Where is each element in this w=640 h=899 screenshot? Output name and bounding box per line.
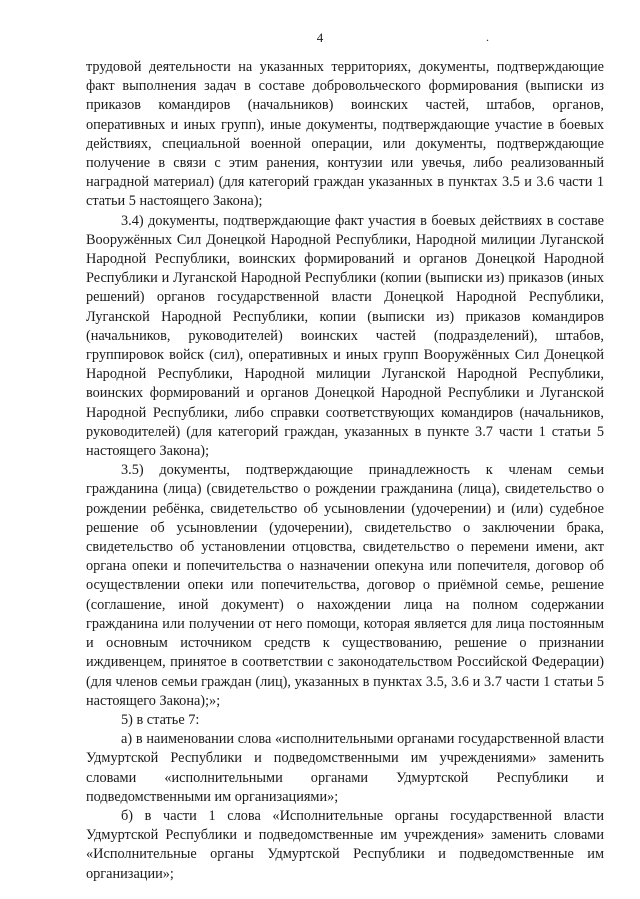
corner-mark: .	[486, 30, 489, 44]
paragraph-item-b: б) в части 1 слова «Исполнительные органы государственной власти Удмуртской Республики и подведомственные им учреждения» заменить словами «Исполнительные органы Удмуртской Республики и подведомственные им организации»;	[86, 807, 604, 882]
paragraph-item-a: а) в наименовании слова «исполнительными органами государственной власти Удмуртской Республики и подведомственными им учреждениями» заменить словами «исполнительными органами Удмуртской Республики и подведомственными им организациями»;	[86, 731, 604, 805]
paragraph-item-3-4: 3.4) документы, подтверждающие факт участия в боевых действиях в составе Вооружённых Сил Донецкой Народной Республики, Народной милиции Луганской Народной Республики, воинских формирований и органов Донецкой Народной Республики и Луганской Народной Республики (копии (выписки из) приказов (иных решений) органов государственной власти Донецкой Народной Республики, Луганской Народной Республики, копии (выписки из) приказов командиров (начальников, руководителей) воинских частей (подразделений), штабов, группировок войск (сил), оперативных и иных групп Вооружённых Сил Донецкой Народной Республики, Народной милиции Луганской Народной Республики, воинских формирований и органов Донецкой Народной Республики и Луганской Народной Республики, либо справки соответствующих командиров (начальников, руководителей) (для категорий граждан, указанных в пункте 3.7 части 1 статьи 5 настоящего Закона);	[86, 212, 604, 460]
page-number: 4	[316, 30, 324, 45]
paragraph-document-list-continuation: трудовой деятельности на указанных территориях, документы, подтверждающие факт выполнения задач в составе добровольческого формирования (выписки из приказов командиров (начальников) воинских частей, штабов, органов, оперативных и иных групп), иные документы, подтверждающие участие в боевых действиях, специальной военной операции, или документы, подтверждающие получение в связи с этим ранения, контузии или увечья, либо реализованный наградной материал) (для категорий граждан указанных в пунктах 3.5 и 3.6 части 1 статьи 5 настоящего Закона);	[86, 59, 604, 210]
document-body	[86, 58, 604, 884]
paragraph-item-3-5: 3.5) документы, подтверждающие принадлежность к членам семьи гражданина (лица) (свидетельство о рождении гражданина (лица), свидетельство о рождении ребёнка, свидетельство об усыновлении (удочерении) и (или) судебное решение об усыновлении (удочерении), свидетельство о заключении брака, свидетельство об установлении отцовства, свидетельство о перемени имени, акт органа опеки и попечительства о назначении опекуна или попечителя, договор об осуществлении опеки или попечительства, договор о приёмной семье, решение (соглашение, иной документ) о нахождении лица на полном содержании гражданина или получении от него помощи, которая является для лица постоянным и основным источником средств к существованию, решение о признании иждивенцем, принятое в соответствии с законодательством Российской Федерации) (для членов семьи граждан (лиц), указанных в пунктах 3.5, 3.6 и 3.7 части 1 статьи 5 настоящего Закона);»;	[86, 462, 604, 709]
paragraph-item-5: 5) в статье 7:	[121, 711, 200, 728]
